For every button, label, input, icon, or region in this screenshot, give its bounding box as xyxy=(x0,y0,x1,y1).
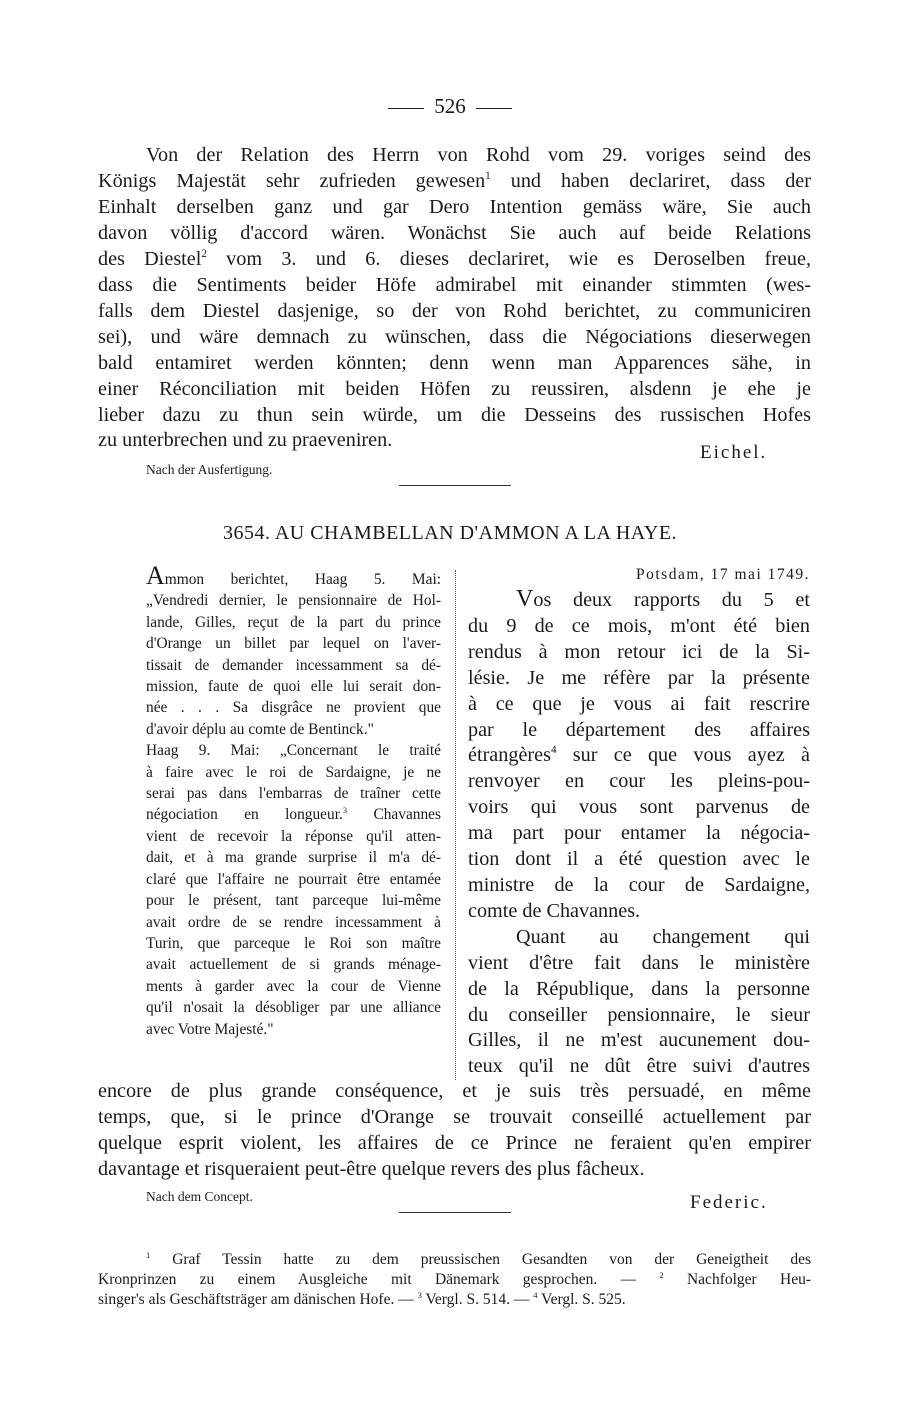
footnote-marker: 3 xyxy=(417,1290,422,1301)
letter-line: comte de Chavannes. xyxy=(468,899,641,922)
page-number-dash-right xyxy=(476,108,512,109)
letter-line: Vos deux rapports du 5 et xyxy=(516,586,810,612)
text-line: des Diestel$^2$ vom 3. und 6. dieses declariret, wie es Deroselben freue, xyxy=(98,247,811,270)
text-line: einer Réconciliation mit beiden Höfen zu reussiren, alsdenn je ehe je xyxy=(98,377,811,400)
letter-line: ma part pour entamer la négocia- xyxy=(468,822,810,845)
letter-heading: 3654. AU CHAMBELLAN D'AMMON A LA HAYE. xyxy=(222,522,678,544)
letter-line: quelque esprit violent, les affaires de ce Prince ne feraient qu'en empirer xyxy=(98,1132,811,1154)
initial-letter: V xyxy=(516,586,534,612)
report-line: dait, et à ma grande surprise il m'a dé- xyxy=(146,849,441,867)
letter-line: vient d'être fait dans le ministère xyxy=(468,951,810,974)
column-divider xyxy=(455,570,456,1080)
report-summary-column xyxy=(146,561,441,1040)
footnote-marker: 4 xyxy=(550,744,557,757)
footnote-marker: 2 xyxy=(659,1270,664,1281)
letter-line: lésie. Je me réfère par la présente xyxy=(468,666,810,689)
report-line: d'Orange un billet par lequel on l'aver- xyxy=(146,635,441,653)
report-line: tissait de demander incessamment sa dé- xyxy=(146,656,441,674)
letter-line: tion dont il a été question avec le xyxy=(468,848,810,871)
report-line: vient de recevoir la réponse qu'il atten- xyxy=(146,827,441,845)
letter-line: par le département des affaires xyxy=(468,718,810,741)
letter-dateline: Potsdam, 17 mai 1749. xyxy=(635,566,810,583)
letter-line: voirs qui vous sont parvenus de xyxy=(468,796,810,819)
letter-line: temps, que, si le prince d'Orange se trouvait conseillé actuellement par xyxy=(98,1106,811,1128)
footnotes xyxy=(98,1250,811,1310)
report-line: mission, faute de quoi elle lui serait don- xyxy=(146,678,441,696)
report-line: pour le présent, tant parceque lui-même xyxy=(146,892,441,910)
text-line: sei), und wäre demnach zu wünschen, dass die Négociations dieserwegen xyxy=(98,325,811,348)
text-line: Einhalt derselben ganz und gar Dero Intention gemäss wäre, Sie auch xyxy=(98,195,811,218)
letter-signature: Federic. xyxy=(690,1192,768,1213)
footnote-line: Kronprinzen zu einem Ausgleiche mit Dänemark gesprochen. — $^2$ Nachfolger Heu- xyxy=(98,1270,811,1288)
top-letter-body xyxy=(98,143,811,454)
letter-line: étrangères$^4$ sur ce que vous ayez à xyxy=(468,744,810,767)
footnote-marker: 4 xyxy=(533,1290,538,1301)
report-line: d'avoir déplu au comte de Bentinck." xyxy=(146,720,374,738)
letter-line: de la République, dans la personne xyxy=(468,977,810,1000)
report-line: née . . . Sa disgrâce ne provient que xyxy=(146,699,441,717)
footnote-line: singer's als Geschäftsträger am dänischen Hofe. — $^3$ Vergl. S. 514. — $^4$ Vergl. S. 525. xyxy=(98,1290,626,1308)
report-line: Haag 9. Mai: „Concernant le traité xyxy=(146,742,441,760)
report-line: Ammon berichtet, Haag 5. Mai: xyxy=(146,561,441,590)
report-line: ments à garder avec la cour de Vienne xyxy=(146,977,441,995)
report-line: avait ordre de se rendre incessamment à xyxy=(146,913,441,931)
page-number: 526 xyxy=(434,94,466,118)
text-line: falls dem Diestel dasjenige, so der von Rohd berichtet, zu communiciren xyxy=(98,299,811,322)
report-line: claré que l'affaire ne pourrait être entamée xyxy=(146,870,441,888)
text-line: Von der Relation des Herrn von Rohd vom 29. voriges seind des xyxy=(146,144,811,166)
report-line: Turin, que parceque le Roi son maître xyxy=(146,934,441,952)
footnote-marker: 1 xyxy=(146,1250,151,1261)
letter-line: du conseiller pensionnaire, le sieur xyxy=(468,1003,810,1026)
letter-line: ministre de la cour de Sardaigne, xyxy=(468,873,810,896)
report-line: „Vendredi dernier, le pensionnaire de Hol- xyxy=(146,592,441,610)
top-letter-source: Nach der Ausfertigung. xyxy=(146,462,273,477)
footnote-separator-rule xyxy=(399,1212,511,1213)
footnote-marker: 1 xyxy=(485,170,491,183)
footnote-line: $^1$ Graf Tessin hatte zu dem preussischen Gesandten von der Geneigtheit des xyxy=(146,1250,811,1268)
report-line: avec Votre Majesté." xyxy=(146,1020,274,1038)
page-number-dash-left xyxy=(388,108,424,109)
letter-line: Quant au changement qui xyxy=(516,925,810,948)
text-line: dass die Sentiments beider Höfe admirabel mit einander stimmten (wes- xyxy=(98,273,811,296)
text-line: bald entamiret werden könnten; denn wenn man Apparences sähe, in xyxy=(98,351,811,374)
letter-line: à ce que je vous ai fait rescrire xyxy=(468,692,810,715)
letter-line: encore de plus grande conséquence, et je suis très persuadé, en même xyxy=(98,1080,811,1102)
text-line: zu unterbrechen und zu praeveniren. xyxy=(98,429,393,452)
text-line: Königs Majestät sehr zufrieden gewesen$^1$ und haben declariret, dass der xyxy=(98,169,811,192)
letter-source: Nach dem Concept. xyxy=(146,1189,253,1204)
footnote-marker: 3 xyxy=(342,805,348,816)
letter-line: rendus à mon retour ici de la Si- xyxy=(468,640,810,663)
report-line: négociation en longueur.$^3$ Chavannes xyxy=(146,805,441,824)
report-line: avait actuellement de si grands ménage- xyxy=(146,956,441,974)
text-line: davon völlig d'accord wären. Wonächst Sie auch auf beide Relations xyxy=(98,221,811,244)
report-line: à faire avec le roi de Sardaigne, je ne xyxy=(146,763,441,781)
letter-line: renvoyer en cour les pleins-pou- xyxy=(468,770,810,793)
section-separator-rule xyxy=(399,485,511,486)
top-letter-signature: Eichel. xyxy=(700,442,768,463)
text-line: lieber dazu zu thun sein würde, um die Desseins des russischen Hofes xyxy=(98,403,811,426)
initial-letter: A xyxy=(146,561,165,590)
letter-line: teux qu'il ne dût être suivi d'autres xyxy=(468,1055,810,1078)
report-line: lande, Gilles, reçut de la part du prince xyxy=(146,613,441,631)
report-line: serai pas dans l'embarras de traîner cette xyxy=(146,785,441,803)
letter-continuation xyxy=(98,1078,811,1182)
page-number-line xyxy=(0,94,900,119)
letter-line: davantage et risqueraient peut-être quelque revers des plus fâcheux. xyxy=(98,1158,645,1180)
letter-line: Gilles, il ne m'est aucunement dou- xyxy=(468,1029,810,1052)
footnote-marker: 2 xyxy=(201,248,207,261)
letter-line: du 9 de ce mois, m'ont été bien xyxy=(468,614,810,637)
report-line: qu'il n'osait la désobliger par une alliance xyxy=(146,999,441,1017)
letter-column xyxy=(468,563,810,1080)
